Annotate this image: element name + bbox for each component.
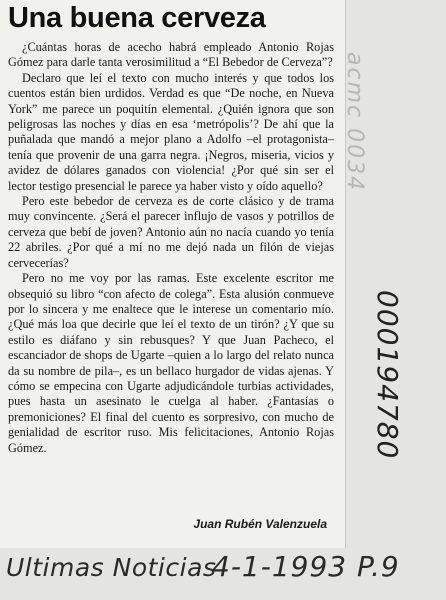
handwritten-date: 4-1-1993 P.9 [212, 550, 400, 583]
article-paragraph: ¿Cuántas horas de acecho habrá empleado Antonio Rojas Gómez para darle tanta verosimilitud a “El Bebedor de Cerveza”? [8, 40, 334, 70]
handwritten-source: Ultimas Noticias [6, 553, 217, 582]
article-body [8, 40, 334, 456]
catalog-number: 000194780 [371, 290, 404, 460]
article-paragraph: Declaro que leí el texto con mucho interés y que todos los cuentos están bien urdidos. Verdad es que “De noche, en Nueva York” me parece un poquitín elemental. ¿Quién ignora que son peligrosas las noches y días en esa ‘metrópolis’? De ahí que la puñalada que mandó a mejor plano a Adolfo –el protagonista– tenía que provenir de una garra negra. ¡Negros, miseria, vicios y avidez de dólares ganados con violencia! ¿Por qué sin ser el lector testigo presencial le parece ya haber visto y oído aquello? [8, 70, 334, 193]
article-paragraph: Pero no me voy por las ramas. Este excelente escritor me obsequió su libro “con afecto de colega”. Esta alusión conmueve por lo sincera y me enaltece que le interese un comentario mío. ¿Qué más loa que decirle que leí el texto de un tirón? ¿Y que su estilo es diáfano y sin rebusques? Y que Juan Pacheco, el escanciador de shops de Ugarte –quien a lo largo del relato nunca da su nombre de pila–, es un bellaco hurgador de vidas ajenas. Y cómo se empecina con Ugarte adjudicándole turbias actividades, pues hasta un asesinato le cuelga al haber. ¿Fantasías o premoniciones? El final del cuento es sorpresivo, con mucho de genialidad de escritor ruso. Mis felicitaciones, Antonio Rojas Gómez. [8, 271, 334, 455]
article-title: Una buena cerveza [8, 2, 266, 34]
article-paragraph: Pero este bebedor de cerveza es de corte clásico y de trama muy convincente. ¿Será el parecer influjo de vasos y potrillos de cerveza que bebí de joven? Antonio aún no nacía cuando yo tenía 22 abriles. ¿Por qué a mí no me dejó nada un filón de viejas cervecerías? [8, 194, 334, 270]
faint-archive-code: acmc 0034 [342, 52, 367, 193]
article-author: Juan Rubén Valenzuela [193, 517, 327, 531]
